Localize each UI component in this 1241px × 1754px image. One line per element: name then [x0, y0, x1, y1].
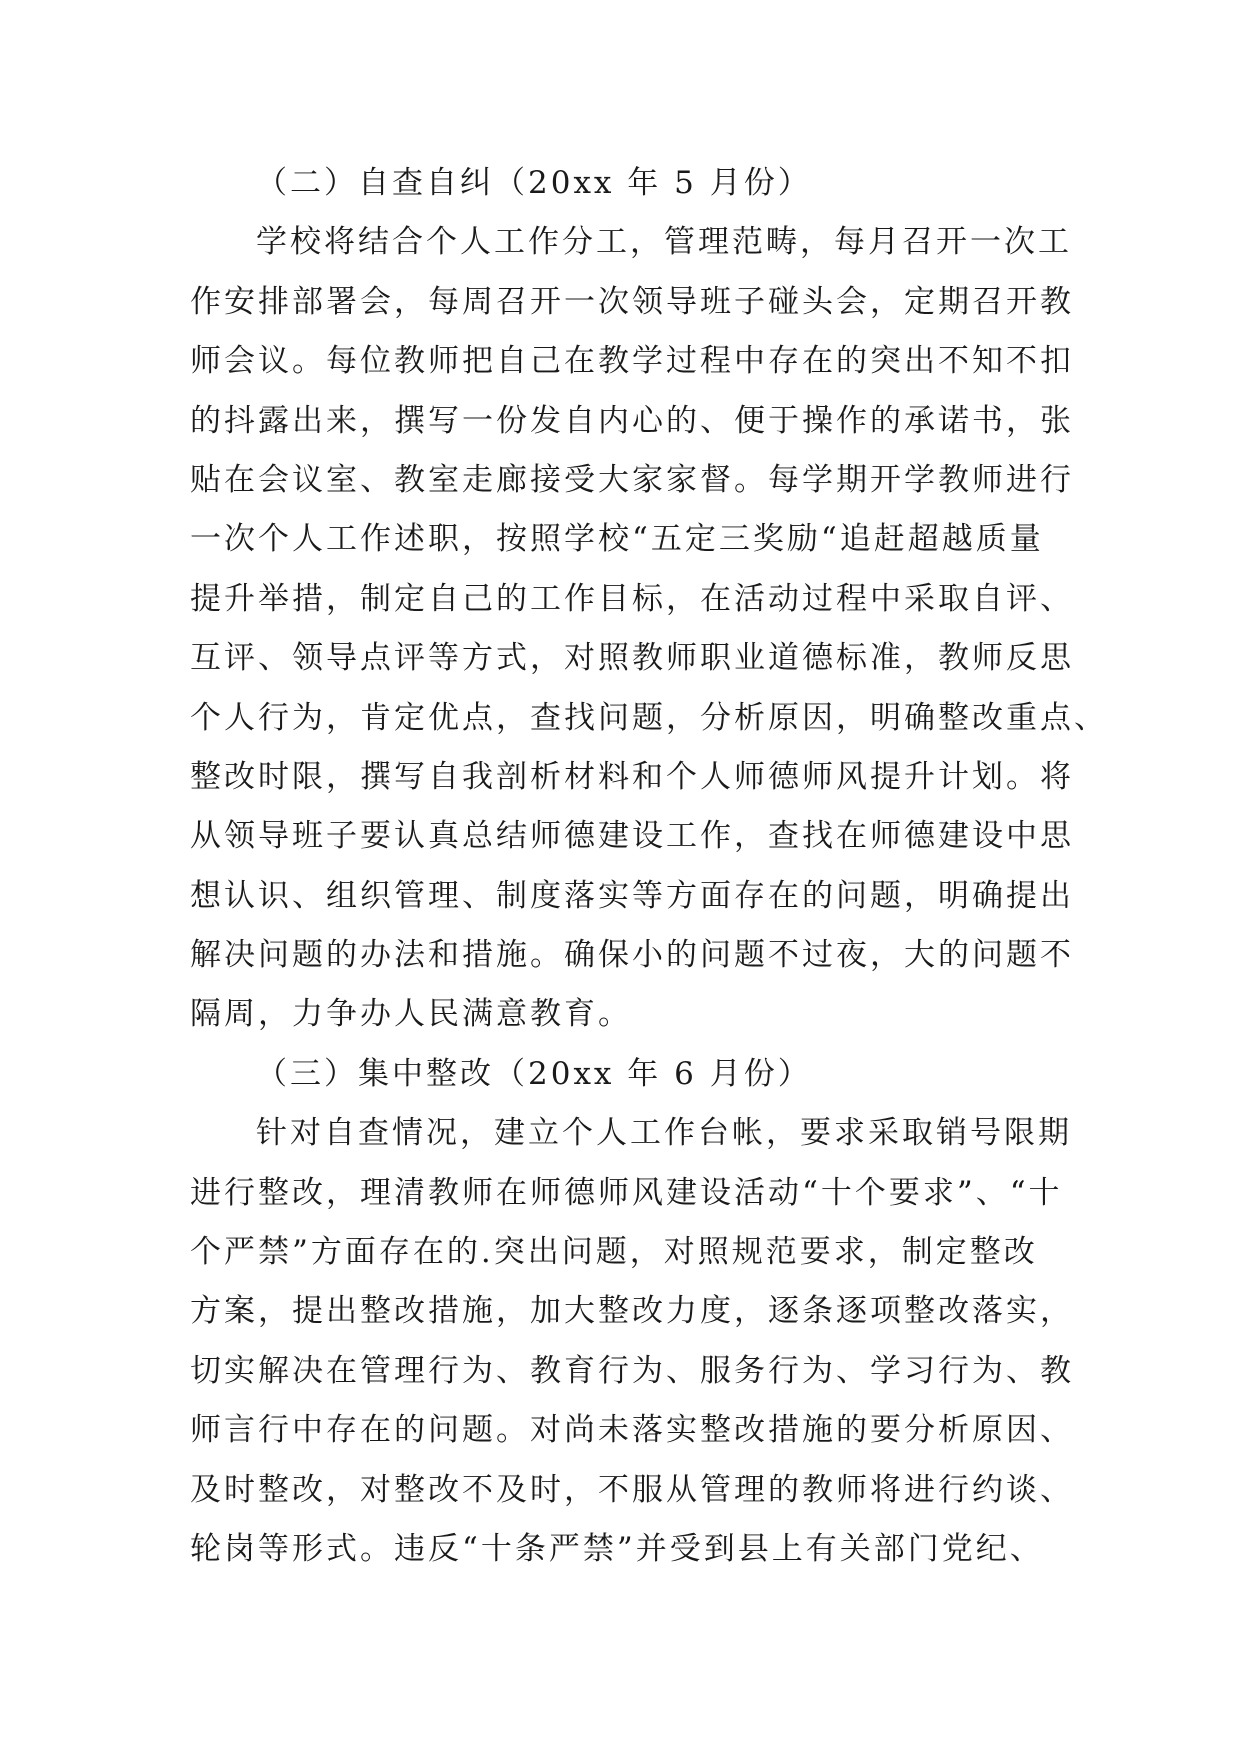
section-heading: （二）自查自纠（20xx 年 5 月份）	[256, 165, 812, 201]
paragraph-line: 作安排部署会，每周召开一次领导班子碰头会，定期召开教	[190, 283, 1074, 320]
paragraph-line: 解决问题的办法和措施。确保小的问题不过夜，大的问题不	[190, 937, 1074, 974]
paragraph-line: 的抖露出来，撰写一份发自内心的、便于操作的承诺书，张	[190, 402, 1074, 439]
paragraph-line: 互评、领导点评等方式，对照教师职业道德标准，教师反思	[190, 640, 1074, 677]
paragraph-line: 贴在会议室、教室走廊接受大家家督。每学期开学教师进行	[190, 461, 1074, 498]
paragraph-line: 个严禁”方面存在的.突出问题，对照规范要求，制定整改	[190, 1234, 1038, 1271]
paragraph-line: 进行整改，理清教师在师德师风建设活动“十个要求”、“十	[190, 1174, 1063, 1211]
paragraph-line: 个人行为，肯定优点，查找问题，分析原因，明确整改重点、	[190, 699, 1108, 736]
paragraph-line: 轮岗等形式。违反“十条严禁”并受到县上有关部门党纪、	[190, 1530, 1044, 1567]
paragraph-line: 方案，提出整改措施，加大整改力度，逐条逐项整改落实，	[190, 1293, 1074, 1330]
paragraph-line: 师会议。每位教师把自己在教学过程中存在的突出不知不扣	[190, 343, 1074, 380]
paragraph-line: 针对自查情况，建立个人工作台帐，要求采取销号限期	[256, 1115, 1072, 1152]
paragraph-line: 师言行中存在的问题。对尚未落实整改措施的要分析原因、	[190, 1412, 1074, 1449]
paragraph-line: 隔周，力争办人民满意教育。	[190, 996, 632, 1033]
paragraph-line: 切实解决在管理行为、教育行为、服务行为、学习行为、教	[190, 1352, 1074, 1389]
document-body	[190, 154, 1108, 1579]
section-heading: （三）集中整改（20xx 年 6 月份）	[256, 1055, 812, 1092]
paragraph-line: 整改时限，撰写自我剖析材料和个人师德师风提升计划。将	[190, 758, 1074, 795]
paragraph-line: 及时整改，对整改不及时，不服从管理的教师将进行约谈、	[190, 1471, 1074, 1508]
paragraph-line: 提升举措，制定自己的工作目标，在活动过程中采取自评、	[190, 580, 1074, 617]
paragraph-line: 学校将结合个人工作分工，管理范畴，每月召开一次工	[256, 224, 1072, 261]
paragraph-line: 从领导班子要认真总结师德建设工作，查找在师德建设中思	[190, 818, 1074, 855]
paragraph-line: 一次个人工作述职，按照学校“五定三奖励“追赶超越质量	[190, 521, 1044, 558]
paragraph-line: 想认识、组织管理、制度落实等方面存在的问题，明确提出	[190, 877, 1074, 914]
